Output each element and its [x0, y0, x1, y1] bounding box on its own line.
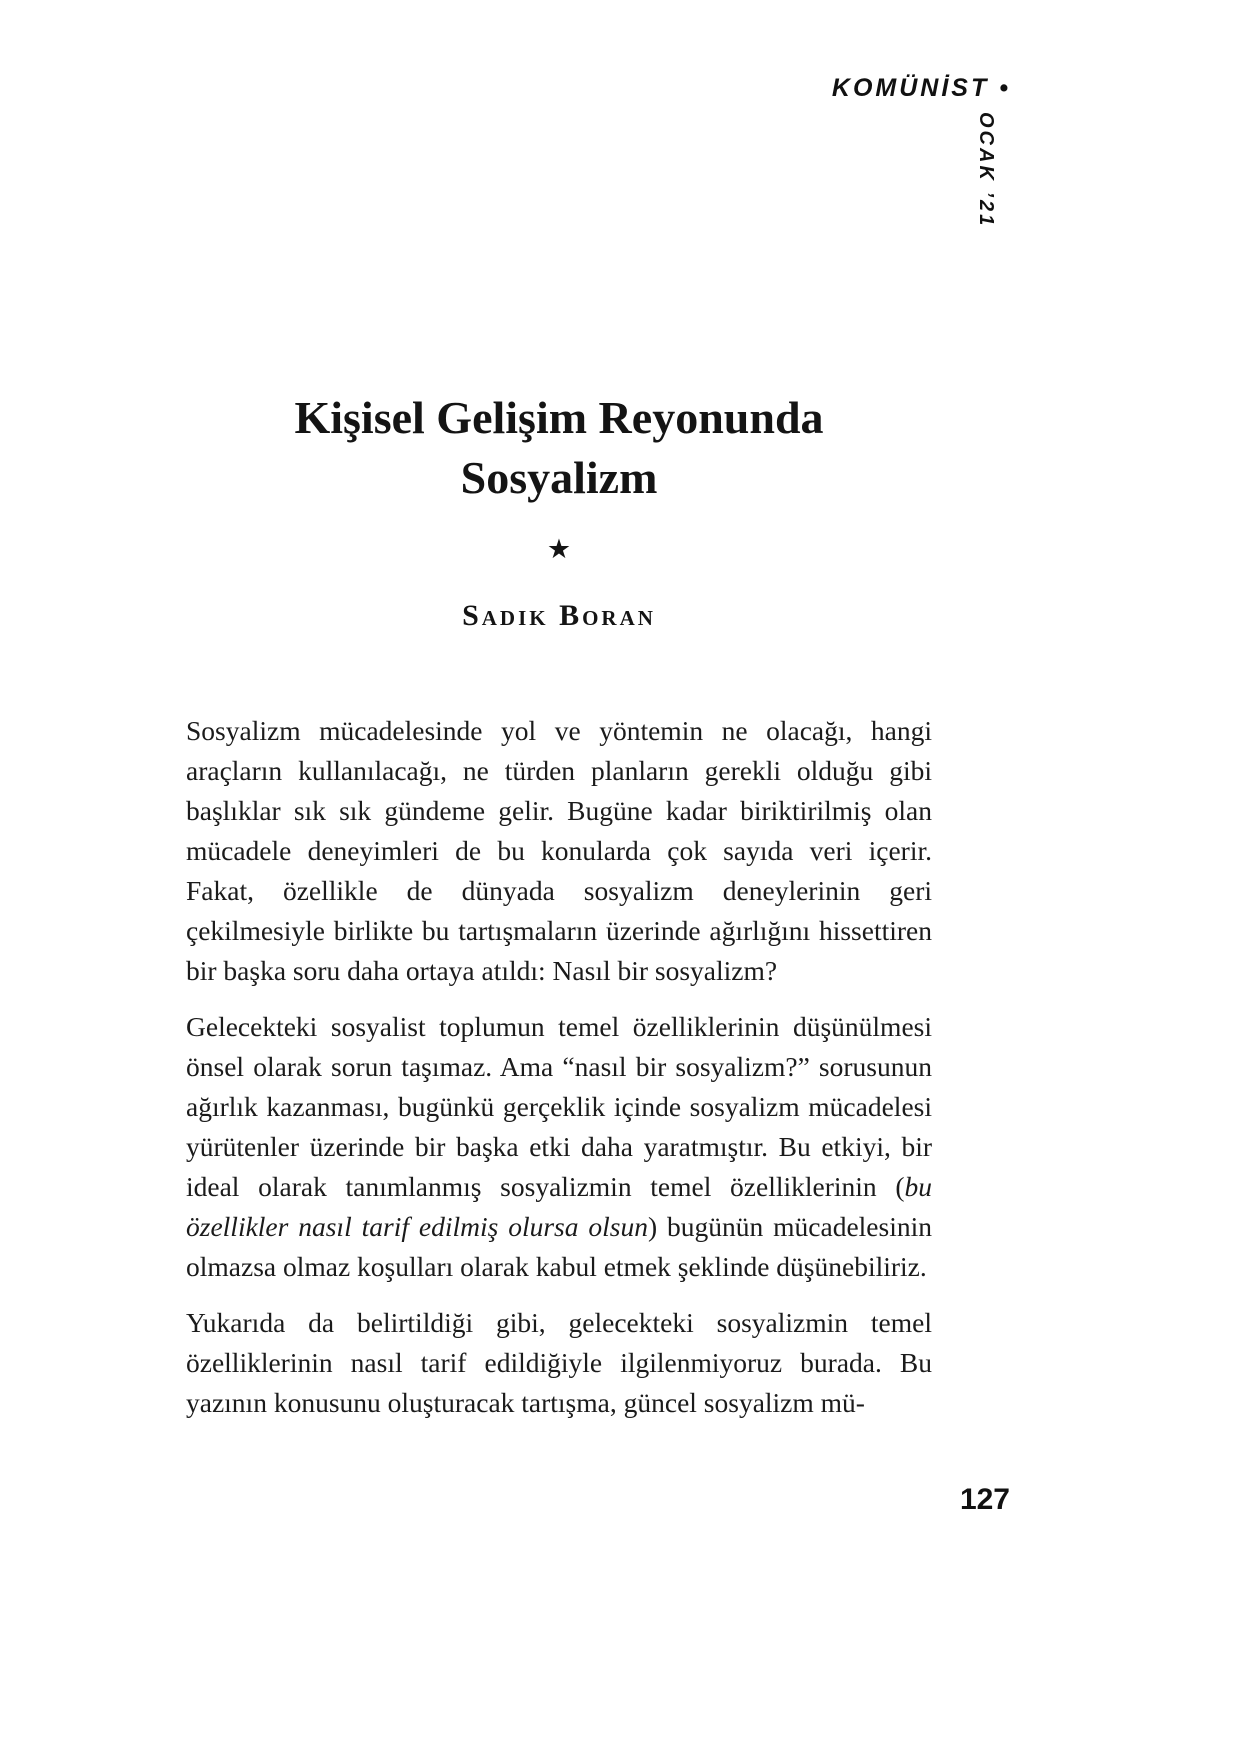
paragraph-text: Gelecekteki sosyalist toplumun temel özelliklerinin düşünülmesi önsel olarak sorun taşımaz. Ama “nasıl bir sosyalizm?” sorusunun ağırlık kazanması, bugünkü gerçeklik içinde sosyalizm mücadelesi yürütenler üzerinde bir başka etki daha yaratmıştır. Bu etkiyi, bir ideal olarak tanımlanmış sosyalizmin temel özelliklerinin ( — [186, 1010, 932, 1202]
paragraph-text: ) bugünün mücadelesinin olmazsa olmaz koşulları olarak kabul etmek şeklinde düşünebiliriz. — [186, 1210, 932, 1282]
body-paragraph — [186, 1007, 932, 1287]
article-title — [186, 388, 932, 508]
body-paragraph: Yukarıda da belirtildiği gibi, gelecekteki sosyalizmin temel özelliklerinin nasıl tarif edildiğiyle ilgilenmiyoruz burada. Bu yazının konusunu oluşturacak tartışma, güncel sosyalizm mü- — [186, 1306, 932, 1418]
journal-masthead — [832, 74, 1008, 103]
journal-name: KOMÜNİST — [831, 74, 990, 102]
bullet-icon: • — [999, 74, 1008, 102]
article-body — [186, 711, 932, 1423]
paragraph-italic-text: bu özellikler nasıl tarif edilmiş olursa olsun — [186, 1170, 932, 1242]
issue-date: OCAK ’21 — [975, 112, 997, 229]
article-title-line1: Kişisel Gelişim Reyonunda — [294, 392, 824, 443]
article-title-line2: Sosyalizm — [460, 451, 658, 503]
author-name: Sadık Boran — [462, 598, 656, 632]
page-number: 127 — [959, 1483, 1010, 1516]
article-content — [186, 388, 932, 1423]
body-paragraph: Sosyalizm mücadelesinde yol ve yöntemin ne olacağı, hangi araçların kullanılacağı, ne türden planların gerekli olduğu gibi başlıklar sık sık gündeme gelir. Bugüne kadar biriktirilmiş olan mücadele deneyimleri de bu konularda çok sayıda veri içerir. Fakat, özellikle de dünyada sosyalizm deneylerinin geri çekilmesiyle birlikte bu tartışmaların üzerinde ağırlığını hissettiren bir başka soru daha ortaya atıldı: Nasıl bir sosyalizm? — [186, 714, 932, 986]
star-divider-icon: ★ — [546, 533, 572, 564]
